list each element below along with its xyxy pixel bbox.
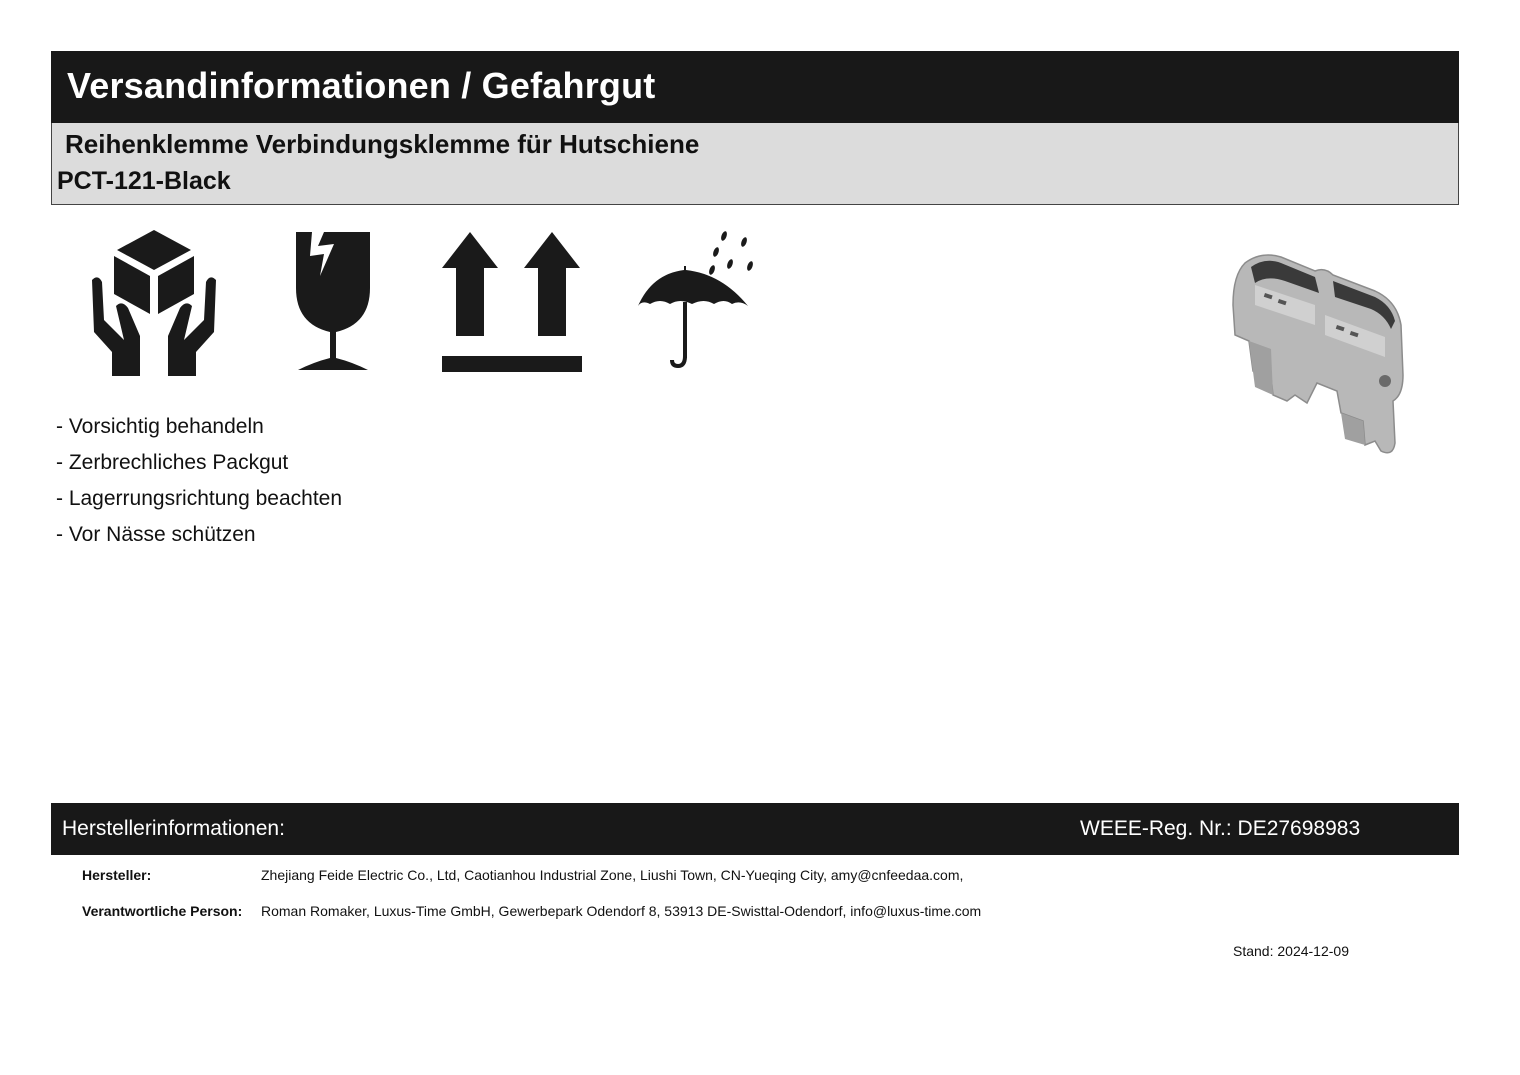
fragile-glass-icon <box>294 230 372 374</box>
note-item: - Vor Nässe schützen <box>56 523 256 546</box>
page-title: Versandinformationen / Gefahrgut <box>67 65 656 106</box>
weee-registration: WEEE-Reg. Nr.: DE27698983 <box>1080 817 1361 840</box>
this-way-up-arrows-icon <box>440 232 584 374</box>
responsible-person-label: Verantwortliche Person: <box>82 903 243 919</box>
product-name: Reihenklemme Verbindungsklemme für Hutschiene <box>65 129 700 159</box>
manufacturer-label: Hersteller: <box>82 867 152 883</box>
manufacturer-value: Zhejiang Feide Electric Co., Ltd, Caotianhou Industrial Zone, Liushi Town, CN-Yueqing City, amy@cnfeedaa.com, <box>261 867 964 883</box>
handling-notes <box>56 412 342 556</box>
note-item: - Vorsichtig behandeln <box>56 415 264 438</box>
title-bar <box>51 51 1459 123</box>
product-code: PCT-121-Black <box>57 167 231 195</box>
responsible-person-value: Roman Romaker, Luxus-Time GmbH, Gewerbepark Odendorf 8, 53913 DE-Swisttal-Odendorf, info@luxus-time.com <box>261 903 982 919</box>
manufacturer-bar <box>51 803 1459 855</box>
product-image <box>1225 245 1410 465</box>
umbrella-rain-icon <box>636 230 756 372</box>
stand-date: Stand: 2024-12-09 <box>1233 943 1349 959</box>
product-box <box>51 123 1459 205</box>
note-item: - Lagerrungsrichtung beachten <box>56 487 343 510</box>
hands-holding-box-icon <box>90 228 218 376</box>
note-item: - Zerbrechliches Packgut <box>56 451 289 474</box>
manufacturer-section-title: Herstellerinformationen: <box>62 817 285 840</box>
